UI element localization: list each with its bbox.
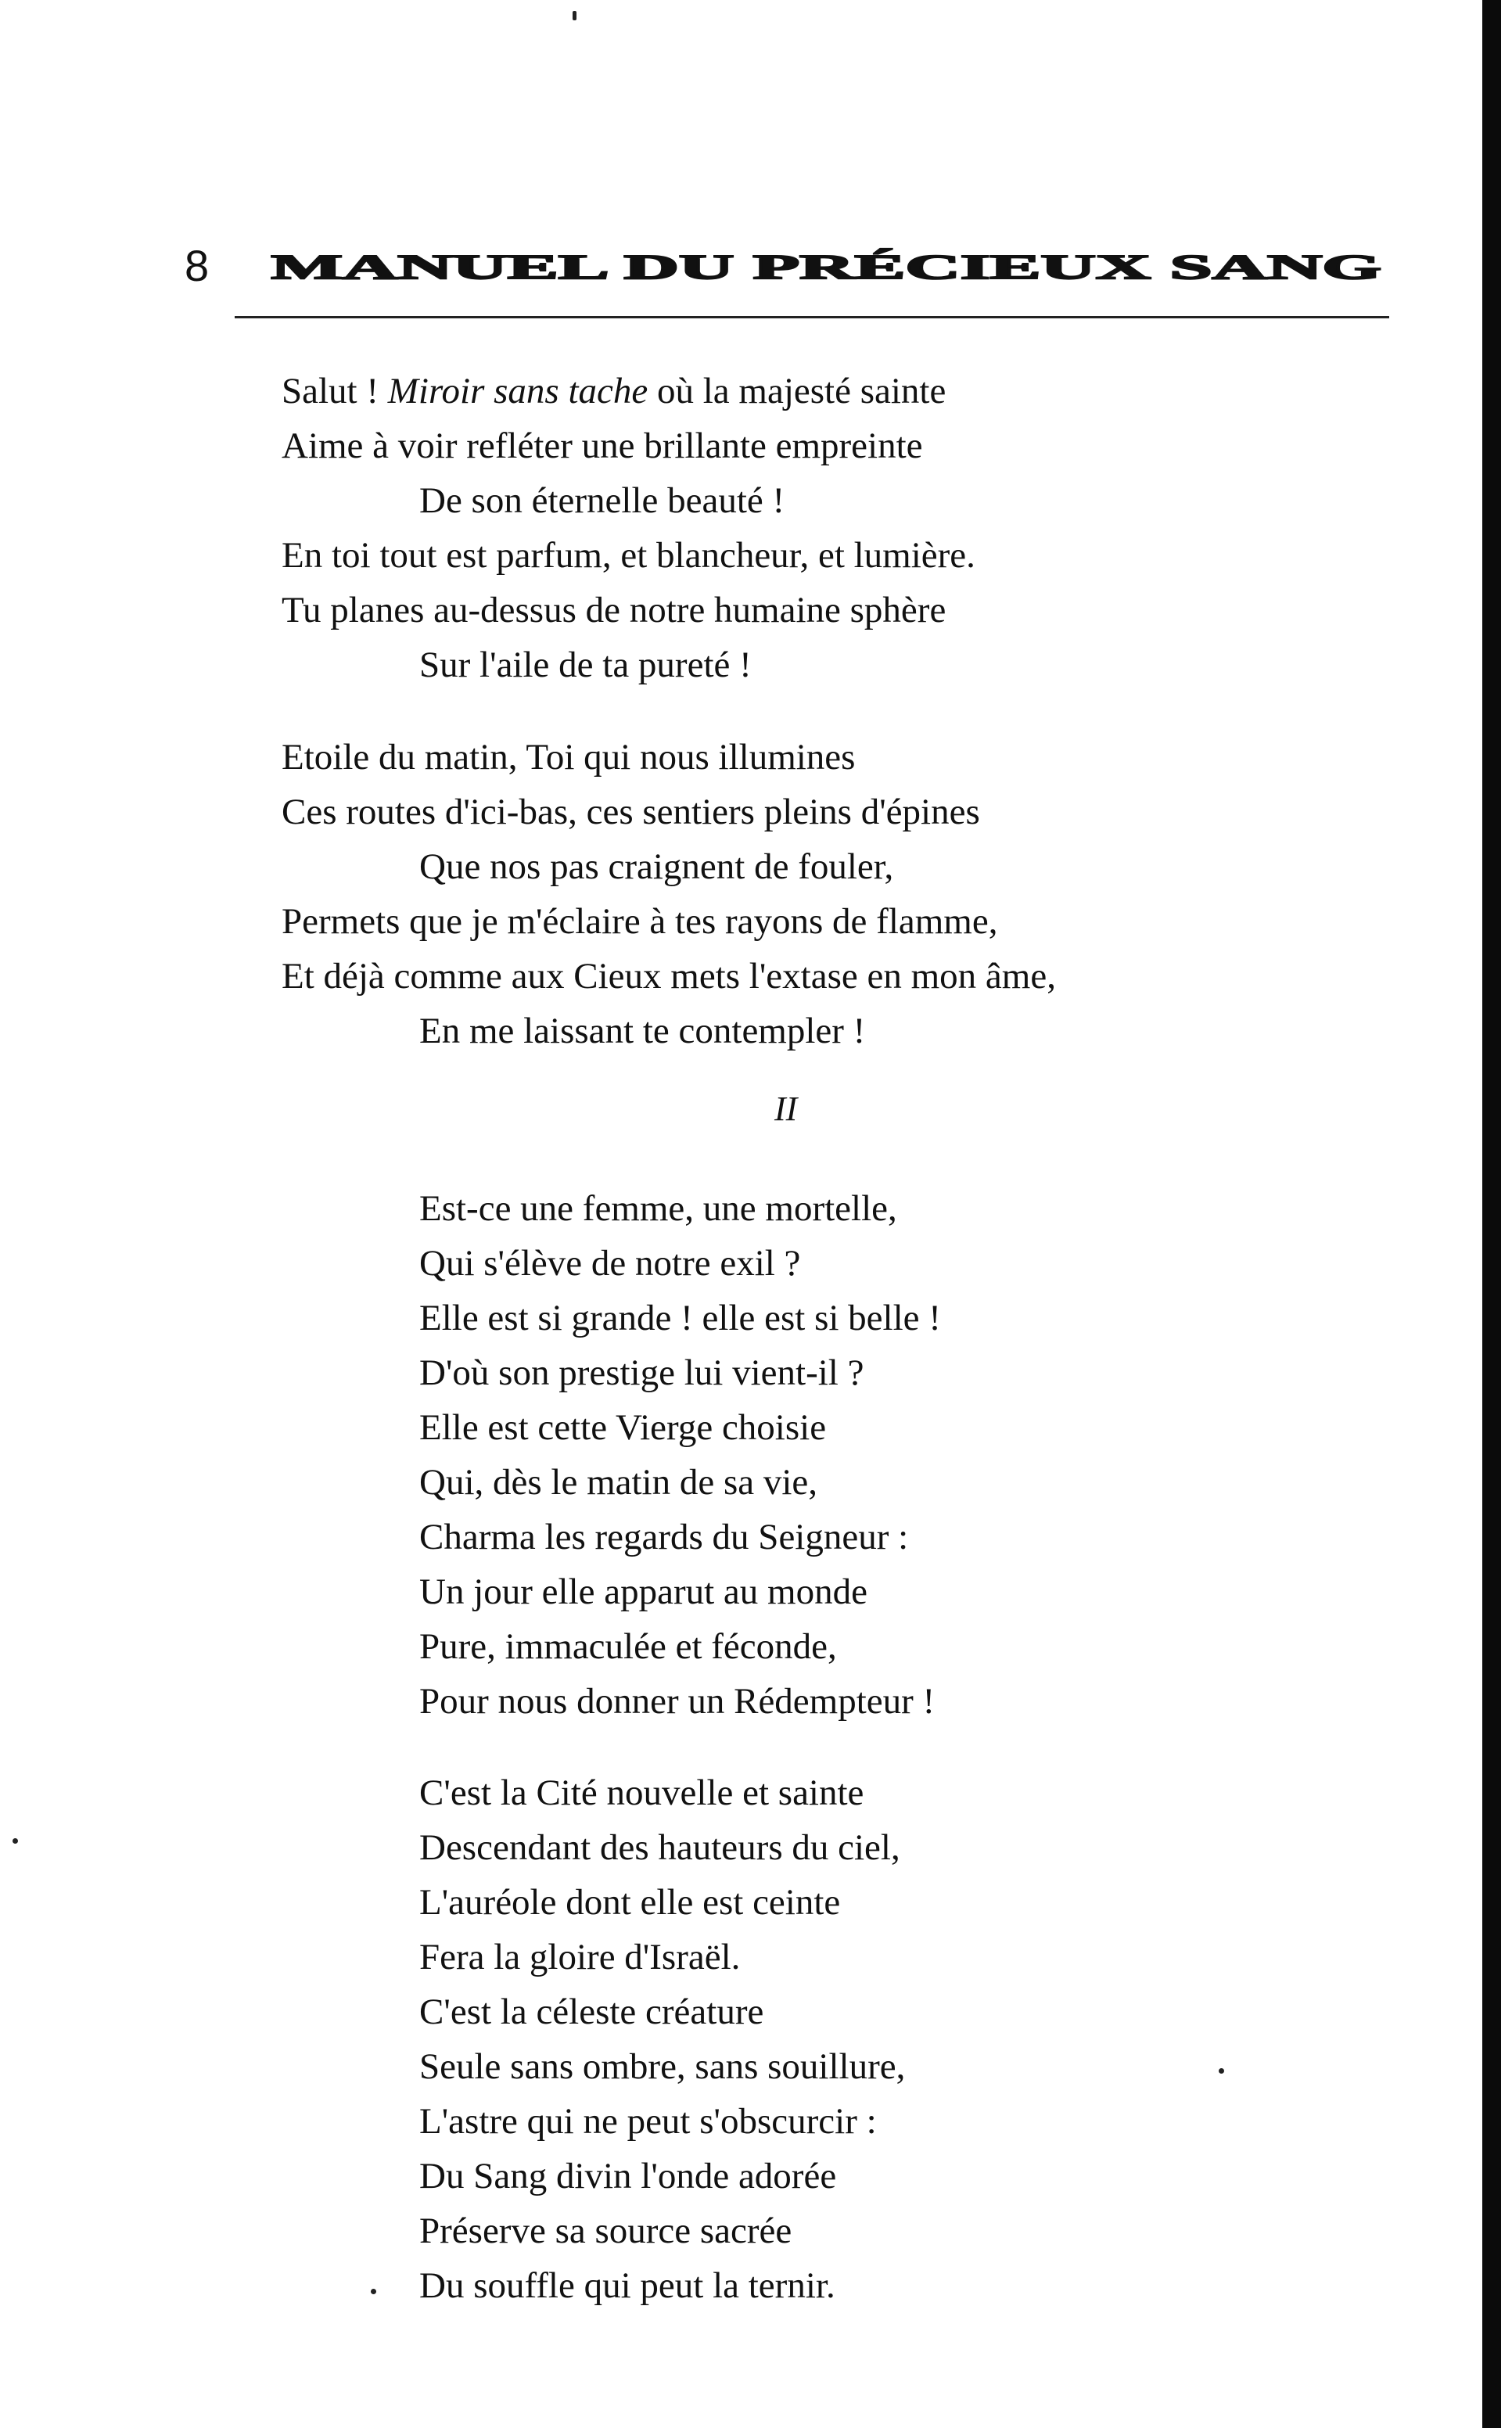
page-number: 8: [185, 241, 210, 290]
section-number: II: [774, 1090, 798, 1128]
verse-line: L'astre qui ne peut s'obscurcir :: [419, 2101, 877, 2142]
verse-line: Sur l'aile de ta pureté !: [419, 645, 752, 685]
verse-line: Aime à voir refléter une brillante empreinte: [282, 426, 923, 466]
page-header: [185, 235, 1381, 297]
verse-line: Du Sang divin l'onde adorée: [419, 2156, 837, 2196]
verse-line: Du souffle qui peut la ternir.: [419, 2265, 835, 2306]
verse-line: En me laissant te contempler !: [419, 1011, 866, 1051]
verse-line: Ces routes d'ici-bas, ces sentiers pleins d'épines: [282, 792, 980, 832]
header-rule: [235, 316, 1389, 318]
verse-line: Et déjà comme aux Cieux mets l'extase en mon âme,: [282, 956, 1056, 997]
verse-line: Salut ! Miroir sans tache où la majesté sainte: [282, 371, 946, 411]
verse-line: C'est la Cité nouvelle et sainte: [419, 1773, 864, 1813]
verse-line: Fera la gloire d'Israël.: [419, 1937, 741, 1977]
verse-line: Descendant des hauteurs du ciel,: [419, 1827, 900, 1868]
svg-text:MANUEL DU PRÉCIEUX SANG: MANUEL DU PRÉCIEUX SANG: [271, 248, 1381, 286]
ornamental-running-title: [271, 247, 1381, 286]
verse-line: C'est la céleste créature: [419, 1992, 764, 2032]
verse-line: Un jour elle apparut au monde: [419, 1571, 867, 1612]
verse-line: Seule sans ombre, sans souillure,: [419, 2046, 906, 2087]
verse-line: Qui s'élève de notre exil ?: [419, 1243, 801, 1284]
verse-line: Tu planes au-dessus de notre humaine sphère: [282, 590, 946, 630]
verse-line: Préserve sa source sacrée: [419, 2211, 792, 2251]
print-speck: [13, 1838, 18, 1844]
italic-phrase: Miroir sans tache: [387, 371, 648, 411]
verse-line: Permets que je m'éclaire à tes rayons de flamme,: [282, 901, 998, 942]
verse-line: Pour nous donner un Rédempteur !: [419, 1681, 936, 1722]
verse-line: De son éternelle beauté !: [419, 480, 785, 521]
verse-line: Est-ce une femme, une mortelle,: [419, 1188, 897, 1229]
verse-line: Que nos pas craignent de fouler,: [419, 846, 894, 887]
page-edge-shadow: [1482, 0, 1501, 2428]
print-speck: [371, 2289, 376, 2294]
verse-line: Pure, immaculée et féconde,: [419, 1626, 837, 1667]
verse-line: D'où son prestige lui vient-il ?: [419, 1352, 864, 1393]
verse-line: Etoile du matin, Toi qui nous illumines: [282, 737, 856, 778]
print-speck: [573, 11, 576, 20]
verse-line: En toi tout est parfum, et blancheur, et lumière.: [282, 535, 975, 576]
running-title: [271, 247, 1381, 286]
verse-line: Elle est cette Vierge choisie: [419, 1407, 827, 1448]
verse-line: Qui, dès le matin de sa vie,: [419, 1462, 818, 1503]
verse-line: L'auréole dont elle est ceinte: [419, 1882, 841, 1923]
verse-line: Elle est si grande ! elle est si belle !: [419, 1298, 941, 1338]
verse-line: Charma les regards du Seigneur :: [419, 1517, 909, 1557]
print-speck: [1219, 2068, 1224, 2074]
